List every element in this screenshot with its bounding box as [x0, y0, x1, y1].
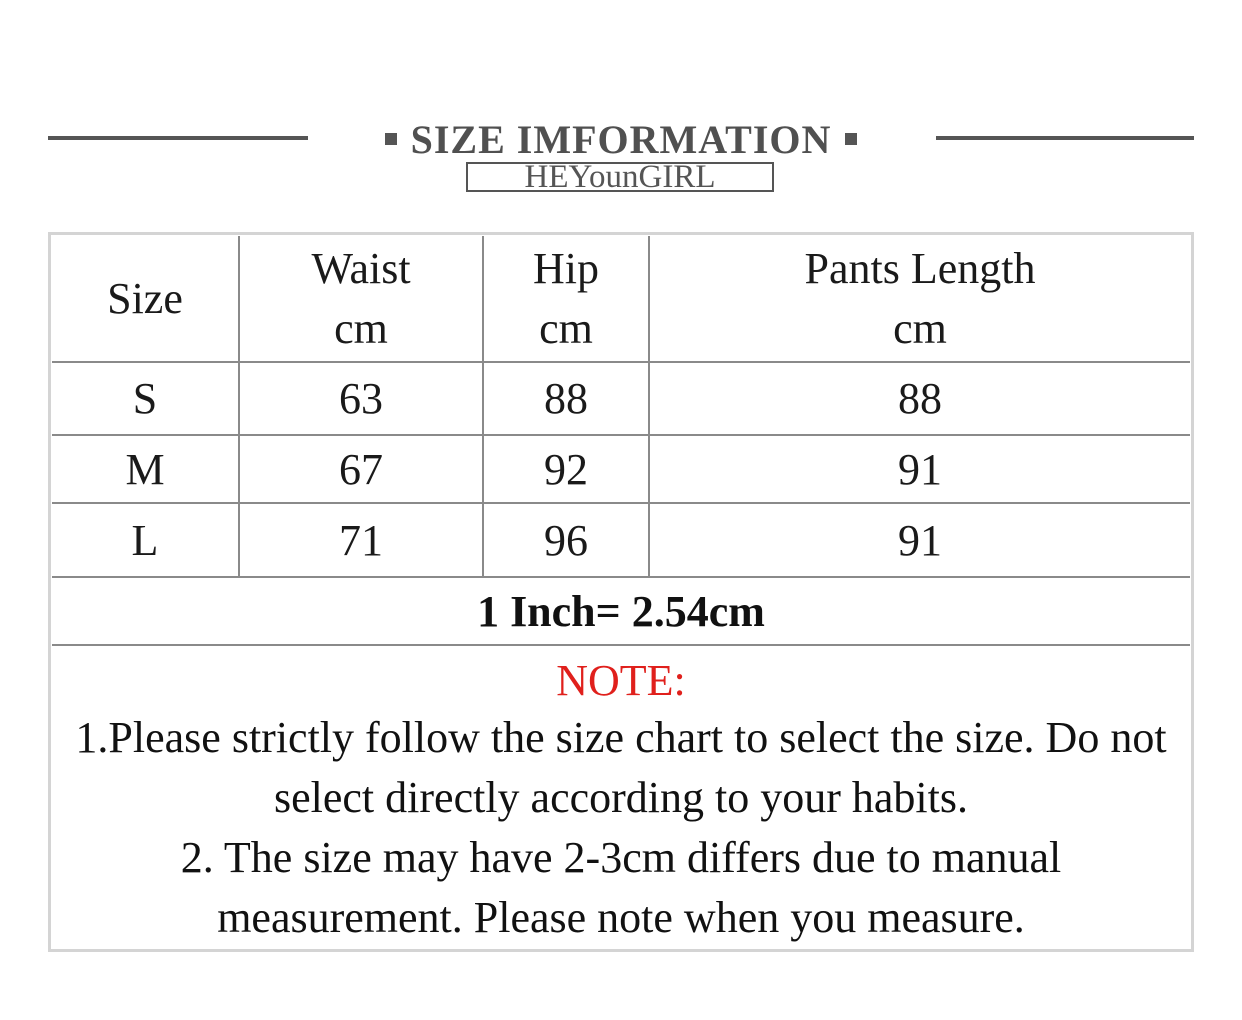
grid-line [52, 644, 1190, 646]
waist-cell: 67 [339, 444, 383, 494]
header-left-rule [48, 136, 308, 140]
waist-cell: 63 [339, 374, 383, 423]
title-row [320, 114, 922, 164]
header-right-rule [936, 136, 1194, 140]
waist-unit: cm [334, 303, 388, 353]
size-column-header: Size [107, 274, 183, 323]
waist-cell: 71 [339, 515, 383, 565]
waist-column-header: Waist [311, 243, 411, 293]
hip-cell: 92 [544, 444, 588, 494]
note-body [56, 708, 1186, 948]
hip-column-header: Hip [533, 243, 599, 293]
left-square-bullet-icon [385, 133, 397, 145]
size-chart-header [0, 112, 1242, 202]
note-line-1: 1.Please strictly follow the size chart to select the size. Do not select directly according to your habits. [75, 713, 1167, 822]
note-title: NOTE: [556, 655, 686, 705]
brand-logo: HEYounGIRL [466, 162, 774, 192]
pants-length-unit: cm [893, 303, 947, 353]
size-chart-title: SIZE IMFORMATION [410, 116, 832, 162]
inch-conversion: 1 Inch= 2.54cm [477, 586, 765, 636]
pants-length-column-header: Pants Length [804, 243, 1036, 293]
hip-cell: 96 [544, 515, 588, 565]
hip-unit: cm [539, 303, 593, 353]
pants-length-cell: 91 [898, 515, 942, 565]
hip-cell: 88 [544, 374, 588, 423]
size-cell: S [132, 374, 158, 423]
right-square-bullet-icon [845, 133, 857, 145]
grid-line [52, 576, 1190, 578]
pants-length-cell: 88 [898, 374, 942, 423]
size-cell: M [125, 444, 165, 494]
pants-length-cell: 91 [898, 444, 942, 494]
size-cell: L [131, 515, 159, 565]
note-line-2: 2. The size may have 2-3cm differs due to manual measurement. Please note when you measure. [180, 833, 1062, 942]
